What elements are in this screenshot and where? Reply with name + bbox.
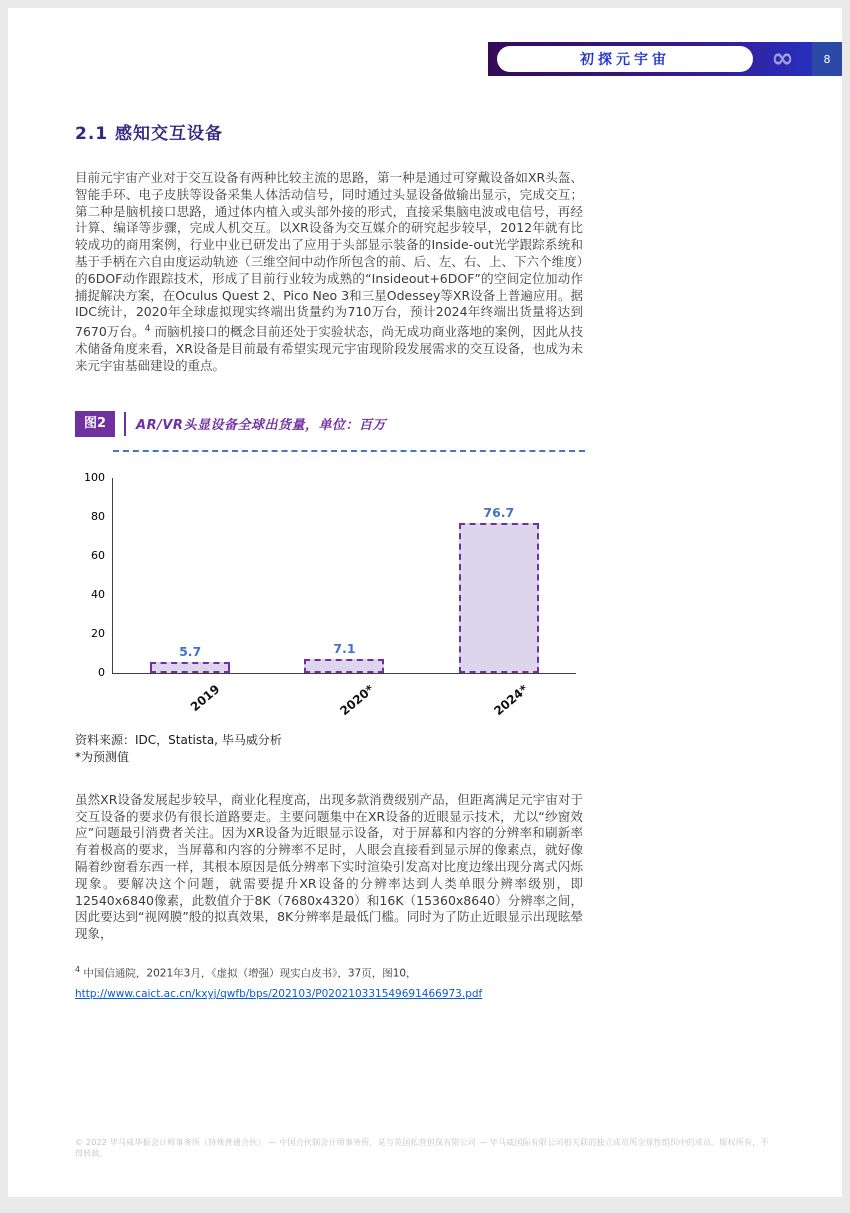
footnote-block (75, 959, 583, 1006)
bar-chart (75, 470, 583, 679)
x-tick-label: 2020* (337, 681, 377, 718)
report-page (8, 8, 842, 1197)
figure-title: AR/VR头显设备全球出货量，单位：百万 (136, 418, 386, 434)
chart-y-axis (75, 470, 112, 679)
bar-value-label: 5.7 (179, 643, 202, 659)
footnote-text: 中国信通院，2021年3月，《虚拟（增强）现实白皮书》，37页，图10， (80, 967, 417, 980)
bar (459, 523, 539, 673)
bar-group (304, 641, 384, 673)
footnote-text-line (75, 959, 583, 985)
y-tick-label: 0 (98, 665, 105, 679)
source-line-2: *为预测值 (75, 749, 130, 764)
figure-separator-line (124, 412, 126, 436)
y-tick-label: 80 (91, 509, 105, 523)
content-column (75, 113, 583, 1005)
chapter-tab-label: 初探元宇宙 (580, 52, 670, 68)
x-tick-label: 2019 (187, 681, 223, 714)
paragraph-2: 虽然XR设备发展起步较早，商业化程度高，出现多款消费级别产品，但距离满足元宇宙对于交互设备的要求仍有很长道路要走。主要问题集中在XR设备的近眼显示技术，尤以“纱窗效应”问题最引消费者关注。因为XR设备为近眼显示设备，对于屏幕和内容的分辨率和刷新率有着极高的要求，当屏幕和内容的分辨率不足时，人眼会直接看到显示屏的像素点，就好像隔着纱窗看东西一样，其根本原因是低分辨率下实时渲染引发高对比度边缘出现分离式闪烁现象。要解决这个问题，就需要提升XR设备的分辨率达到人类单眼分辨率级别，即12540x6840像素，此数值介于8K（7680x4320）和16K（15360x8640）分辨率之间，因此要达到“视网膜”般的拟真效果，8K分辨率是最低门槛。同时为了防止近眼显示出现眩晕现象， (75, 791, 583, 942)
paragraph-1-text-b: 而脑机接口的概念目前还处于实验状态，尚无成功商业落地的案例，因此从技术储备角度来看，XR设备是目前最有希望实现元宇宙现阶段发展需求的交互设备，也成为未来元宇宙基础建设的重点。 (75, 324, 583, 373)
footnote-link[interactable]: http://www.caict.ac.cn/kxyj/qwfb/bps/202103/P020210331549691466973.pdf (75, 988, 483, 1001)
y-tick-label: 20 (91, 626, 105, 640)
figure-label-badge: 图2 (75, 411, 115, 437)
footnote-ref-4: 4 (144, 324, 151, 335)
figure-dashed-divider (113, 450, 585, 452)
running-header (488, 42, 842, 76)
footnote-link-line (75, 984, 583, 1005)
x-tick-cell (149, 674, 229, 720)
paragraph-1-text-a: 目前元宇宙产业对于交互设备有两种比较主流的思路，第一种是通过可穿戴设备如XR头盔、智能手环、电子皮肤等设备采集人体活动信号，同时通过头显设备做输出显示，完成交互；第二种是脑机接口思路，通过体内植入或头部外接的形式，直接采集脑电波或电信号，再经计算、编译等步骤，完成人机交互。以XR设备为交互媒介的研究起步较早，2012年就有比较成功的商用案例，行业中业已研发出了应用于头部显示装备的Inside-out光学跟踪系统和基于手柄在六自由度运动轨迹（三维空间中动作所包含的前、后、左、右、上、下六个维度）的6DOF动作跟踪技术，形成了目前行业较为成熟的“Insideout+6DOF”的空间定位加动作捕捉解决方案，在Oculus Quest 2、Pico Neo 3和三星Odessey等XR设备上普遍应用。据IDC统计，2020年全球虚拟现实终端出货量约为710万台，预计2024年终端出货量将达到7670万台。 (75, 170, 583, 340)
bar-group (459, 505, 539, 673)
y-tick-label: 60 (91, 548, 105, 562)
bar-value-label: 76.7 (483, 505, 515, 521)
bar-group (150, 644, 230, 673)
x-tick-cell (458, 674, 538, 720)
paragraph-1 (75, 170, 583, 375)
bar-value-label: 7.1 (333, 640, 356, 656)
figure-source (75, 732, 583, 766)
chapter-tab (497, 46, 753, 72)
section-heading: 2.1 感知交互设备 (75, 124, 224, 144)
figure-2-block (75, 411, 583, 766)
chart-x-labels (112, 674, 575, 720)
page-number: 8 (812, 42, 842, 76)
bar (150, 662, 230, 673)
metaverse-logo-icon: ∞ (771, 43, 794, 74)
x-tick-cell (303, 674, 383, 720)
y-tick-label: 100 (84, 470, 105, 484)
bar (304, 659, 384, 673)
footer-copyright: © 2022 毕马威华振会计师事务所（特殊普通合伙） — 中国合伙制会计师事务所，是与英国私营担保有限公司 — 毕马威国际有限公司相关联的独立成员所全球性组织中的成员。版权所有，不得转载。 (75, 1138, 769, 1158)
figure-header (75, 411, 583, 437)
footnote-marker: 4 (75, 964, 81, 974)
x-tick-label: 2024* (491, 681, 531, 718)
y-tick-label: 40 (91, 587, 105, 601)
source-line-1: 资料来源：IDC，Statista, 毕马威分析 (75, 732, 282, 747)
chart-plot (112, 478, 576, 674)
